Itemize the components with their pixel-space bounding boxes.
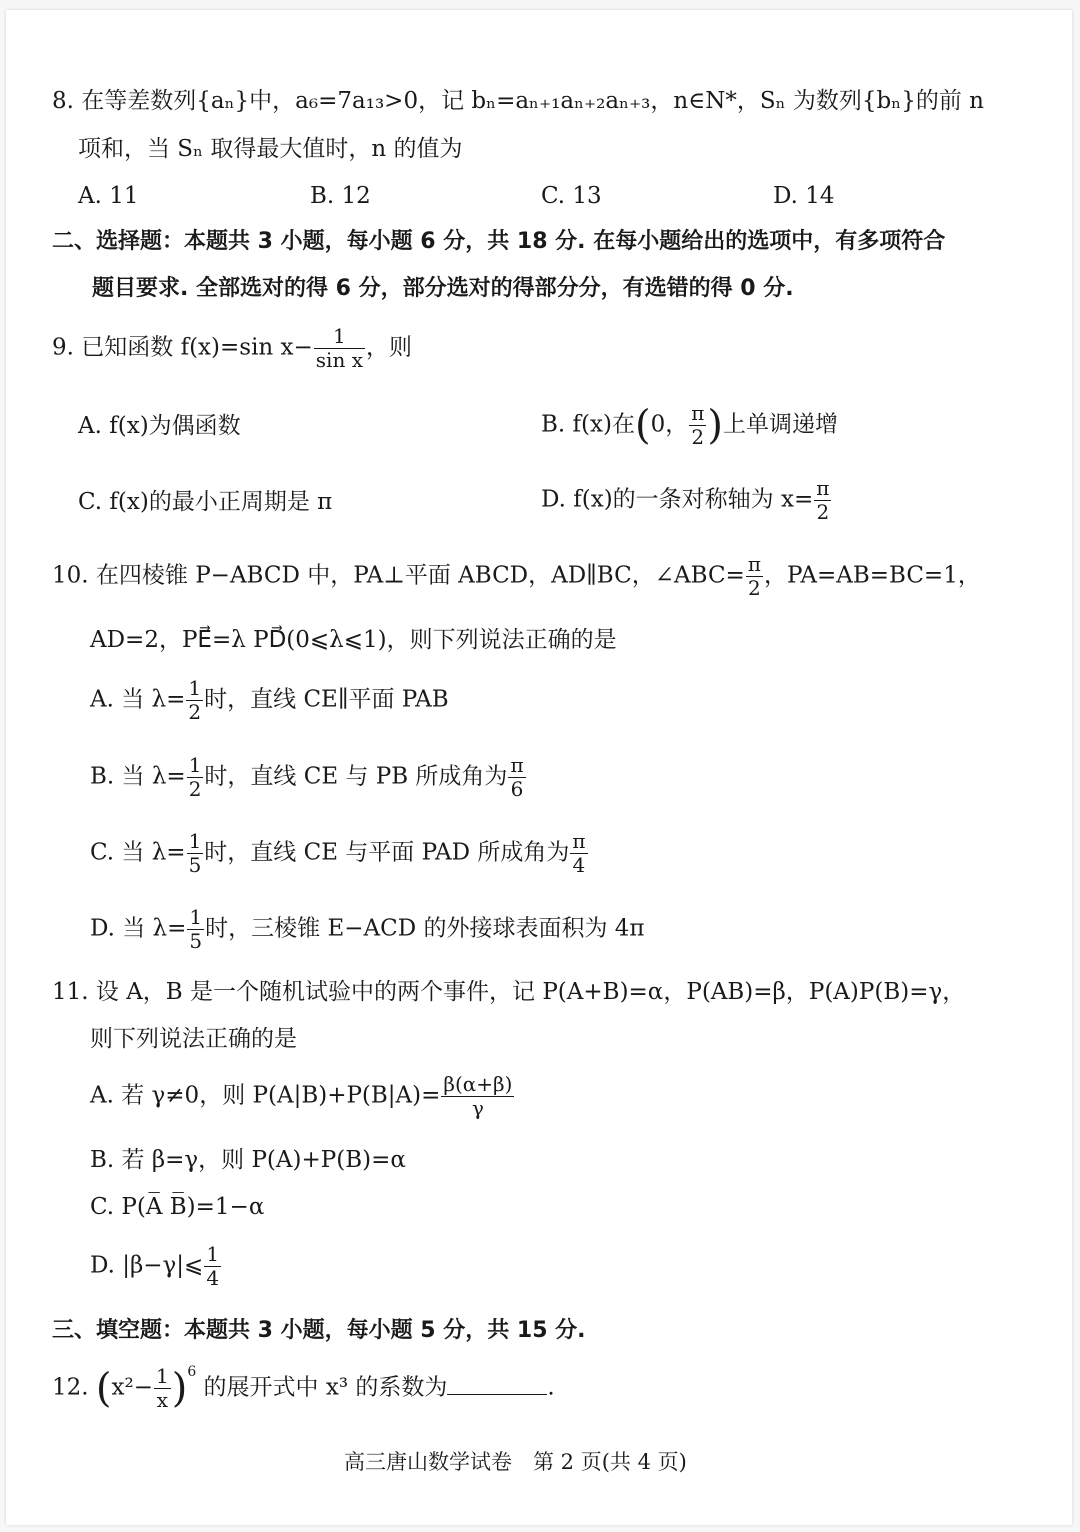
exam-page [6,10,1072,1525]
q11-a-den: γ [471,1096,484,1120]
q10-option-d [90,907,645,952]
q10-d-frac [187,907,204,952]
q9-option-b-pi: π [691,401,705,425]
q8-option-c: C. 13 [541,183,602,209]
q10-stem-line1 [52,554,981,599]
q10-angle-den: 2 [748,576,761,600]
q10-stem-line2: AD=2，PE⃗=λ PD⃗(0⩽λ⩽1)，则下列说法正确的是 [90,627,617,653]
q10-c-den2: 4 [572,853,586,877]
q10-a-num: 1 [188,676,202,700]
q9-option-b [541,403,838,448]
q10-b-num2: π [510,753,524,777]
q10-c-den: 5 [188,853,202,877]
q10-a-frac [186,678,203,723]
q12-frac [154,1366,171,1411]
left-paren: ( [95,1365,112,1412]
q9-option-b-two: 2 [691,425,705,449]
q12-suffix: 的展开式中 x³ 的系数为 [203,1374,448,1401]
q10-b-mid: 时，直线 CE 与 PB 所成角为 [204,763,508,790]
q9-option-d-frac [814,478,831,523]
q9-option-d-num: π [816,476,830,500]
q10-b-prefix: B. 当 λ= [90,763,186,790]
q10-d-num: 1 [189,905,203,929]
q10-b-den: 2 [188,777,202,801]
q8-stem-line1: 8. 在等差数列{aₙ}中，a₆=7a₁₃>0，记 bₙ=aₙ₊₁aₙ₊₂aₙ₊₃，n∈N*，Sₙ 为数列{bₙ}的前 n [52,88,984,114]
q11-a-prefix: A. 若 γ≠0，则 P(A|B)+P(B|A)= [90,1082,441,1109]
q9-option-c: C. f(x)的最小正周期是 π [78,489,333,515]
q11-d-num: 1 [206,1242,220,1266]
q11-d-prefix: D. |β−γ|⩽ [90,1252,204,1279]
q11-d-den: 4 [206,1266,220,1290]
q10-stem-prefix: 10. 在四棱锥 P−ABCD 中，PA⊥平面 ABCD，AD∥BC，∠ABC= [52,562,745,589]
q12-frac-num: 1 [155,1364,169,1388]
q10-d-suffix: 时，三棱锥 E−ACD 的外接球表面积为 4π [205,915,645,942]
section2-heading-line1: 二、选择题：本题共 3 小题，每小题 6 分，共 18 分. 在每小题给出的选项中，有多项符合 [52,229,946,254]
q12-end: . [547,1374,555,1401]
q9-option-a: A. f(x)为偶函数 [78,413,241,439]
q10-d-prefix: D. 当 λ= [90,915,187,942]
q11-a-frac [441,1074,514,1119]
q10-option-c [90,831,589,876]
q10-b-den2: 6 [510,777,524,801]
q10-a-prefix: A. 当 λ= [90,686,186,713]
q10-b-frac [187,755,204,800]
q9-stem-suffix: ，则 [365,334,412,361]
q10-c-frac [187,831,204,876]
q11-stem-line2: 则下列说法正确的是 [90,1026,297,1052]
q9-option-b-suffix: 上单调递增 [722,411,838,438]
q10-b-num: 1 [188,753,202,777]
answer-blank[interactable] [447,1393,547,1395]
section2-heading-line2: 题目要求. 全部选对的得 6 分，部分选对的得部分分，有选错的得 0 分. [92,276,794,301]
q9-option-b-prefix: B. f(x)在 [541,411,635,438]
q10-c-mid: 时，直线 CE 与平面 PAD 所成角为 [204,839,570,866]
page-footer: 高三唐山数学试卷 第 2 页(共 4 页) [344,1450,687,1474]
q11-option-c: C. P(A̅ B̅)=1−α [90,1194,265,1220]
q10-angle-num: π [747,552,761,576]
q12-exponent: 6 [187,1363,197,1380]
q10-c-prefix: C. 当 λ= [90,839,186,866]
q10-c-num2: π [572,829,586,853]
q9-option-d-prefix: D. f(x)的一条对称轴为 x= [541,486,814,513]
q9-fraction [314,326,365,371]
q12-frac-den: x [156,1388,168,1412]
q9-option-b-frac [689,403,706,448]
right-paren: ) [171,1365,188,1412]
q9-option-b-left: 0， [650,411,689,438]
q8-option-a: A. 11 [78,183,139,209]
q11-option-d [90,1244,222,1289]
q9-option-d-den: 2 [816,500,830,524]
q9-stem-prefix: 9. 已知函数 f(x)=sin x− [52,334,313,361]
q11-stem-line1: 11. 设 A，B 是一个随机试验中的两个事件，记 P(A+B)=α，P(AB)=β，P(A)P(B)=γ， [52,979,966,1005]
q11-d-frac [204,1244,221,1289]
q10-angle-frac [746,554,763,599]
q10-d-den: 5 [189,929,203,953]
section3-heading: 三、填空题：本题共 3 小题，每小题 5 分，共 15 分. [52,1318,586,1343]
q8-option-b: B. 12 [310,183,371,209]
q11-option-b: B. 若 β=γ，则 P(A)+P(B)=α [90,1147,406,1173]
q10-a-suffix: 时，直线 CE∥平面 PAB [204,686,449,713]
q12-number: 12. [52,1374,89,1401]
q10-option-a [90,678,449,723]
q10-option-b [90,755,527,800]
q9-stem [52,326,412,371]
q11-option-a [90,1074,515,1119]
q8-stem-line2: 项和，当 Sₙ 取得最大值时，n 的值为 [78,136,463,162]
q12-inner-prefix: x²− [111,1374,153,1401]
q9-frac-den: sin x [315,348,363,372]
q10-a-den: 2 [188,700,202,724]
q12-stem [52,1363,555,1412]
q9-option-d [541,478,832,523]
left-paren: ( [634,402,651,449]
q10-stem-suffix: ，PA=AB=BC=1， [763,562,981,589]
q9-frac-num: 1 [314,326,365,349]
right-paren: ) [707,402,723,449]
q11-a-num: β(α+β) [443,1072,513,1096]
q10-c-frac2 [570,831,587,876]
q8-option-d: D. 14 [773,183,835,209]
q10-c-num: 1 [188,829,202,853]
q10-b-frac2 [508,755,525,800]
